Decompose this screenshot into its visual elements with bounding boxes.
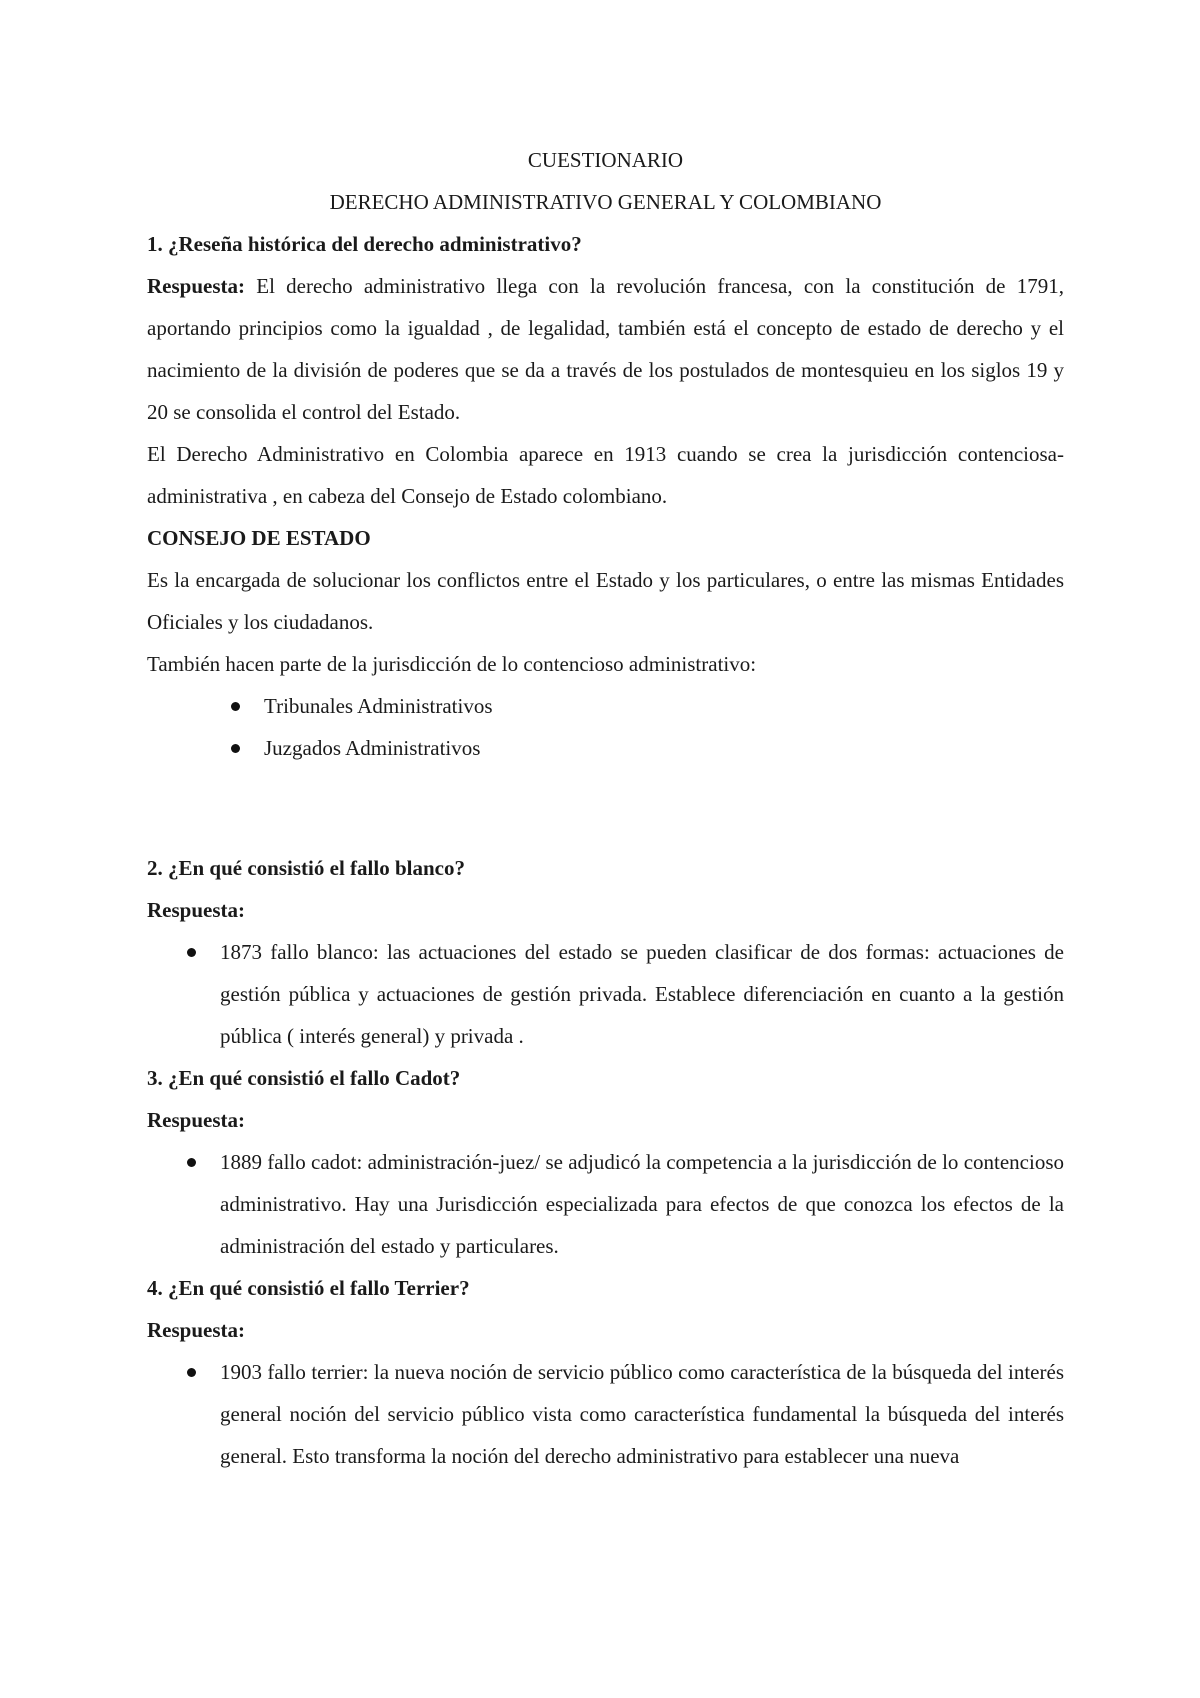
bullet-icon <box>187 948 196 957</box>
bullet-icon <box>231 702 240 711</box>
question-4: 4. ¿En qué consistió el fallo Terrier? <box>147 1276 470 1300</box>
answer-4-list <box>147 1351 1064 1477</box>
answer-3-label: Respuesta: <box>147 1108 245 1132</box>
bullet-icon <box>187 1368 196 1377</box>
list-item <box>147 727 1064 769</box>
document-title: CUESTIONARIO <box>527 148 684 172</box>
bullet-icon <box>187 1158 196 1167</box>
list-item <box>147 931 1064 1057</box>
bullet-icon <box>231 744 240 753</box>
answer-4-label: Respuesta: <box>147 1318 245 1342</box>
tambien-paragraph: También hacen parte de la jurisdicción de lo contencioso administrativo: <box>147 652 757 676</box>
consejo-heading: CONSEJO DE ESTADO <box>147 526 371 550</box>
spacer <box>147 769 1064 847</box>
question-2: 2. ¿En qué consistió el fallo blanco? <box>147 856 465 880</box>
document-subtitle: DERECHO ADMINISTRATIVO GENERAL Y COLOMBIANO <box>329 190 882 214</box>
colombia-paragraph: El Derecho Administrativo en Colombia aparece en 1913 cuando se crea la jurisdicción contenciosa-administrativa , en cabeza del Consejo de Estado colombiano. <box>147 442 1064 508</box>
list-item <box>147 1141 1064 1267</box>
list-item <box>147 1351 1064 1477</box>
list-item-text: 1889 fallo cadot: administración-juez/ se adjudicó la competencia a la jurisdicción de lo contencioso administrativo. Hay una Jurisdicción especializada para efectos de que conozca los efectos de la administración del estado y particulares. <box>220 1150 1064 1258</box>
document-body <box>147 139 1064 1477</box>
list-item <box>147 685 1064 727</box>
question-3: 3. ¿En qué consistió el fallo Cadot? <box>147 1066 461 1090</box>
answer-3-list <box>147 1141 1064 1267</box>
answer-1-text: El derecho administrativo llega con la revolución francesa, con la constitución de 1791, aportando principios como la igualdad , de legalidad, también está el concepto de estado de derecho y el nacimiento de la división de poderes que se da a través de los postulados de montesquieu en los siglos 19 y 20 se consolida el control del Estado. <box>147 274 1064 424</box>
list-item-text: Juzgados Administrativos <box>264 736 481 760</box>
jurisdiction-list <box>147 685 1064 769</box>
answer-2-list <box>147 931 1064 1057</box>
answer-1-paragraph <box>147 265 1064 433</box>
question-1: 1. ¿Reseña histórica del derecho administrativo? <box>147 232 582 256</box>
answer-2-label: Respuesta: <box>147 898 245 922</box>
answer-1-label: Respuesta: <box>147 274 245 298</box>
list-item-text: Tribunales Administrativos <box>264 694 493 718</box>
list-item-text: 1903 fallo terrier: la nueva noción de servicio público como característica de la búsqueda del interés general noción del servicio público vista como característica fundamental la búsqueda del interés general. Esto transforma la noción del derecho administrativo para establecer una nueva <box>220 1360 1064 1468</box>
consejo-paragraph: Es la encargada de solucionar los conflictos entre el Estado y los particulares, o entre las mismas Entidades Oficiales y los ciudadanos. <box>147 568 1064 634</box>
list-item-text: 1873 fallo blanco: las actuaciones del estado se pueden clasificar de dos formas: actuaciones de gestión pública y actuaciones de gestión privada. Establece diferenciación en cuanto a la gestión pública ( interés general) y privada . <box>220 940 1064 1048</box>
